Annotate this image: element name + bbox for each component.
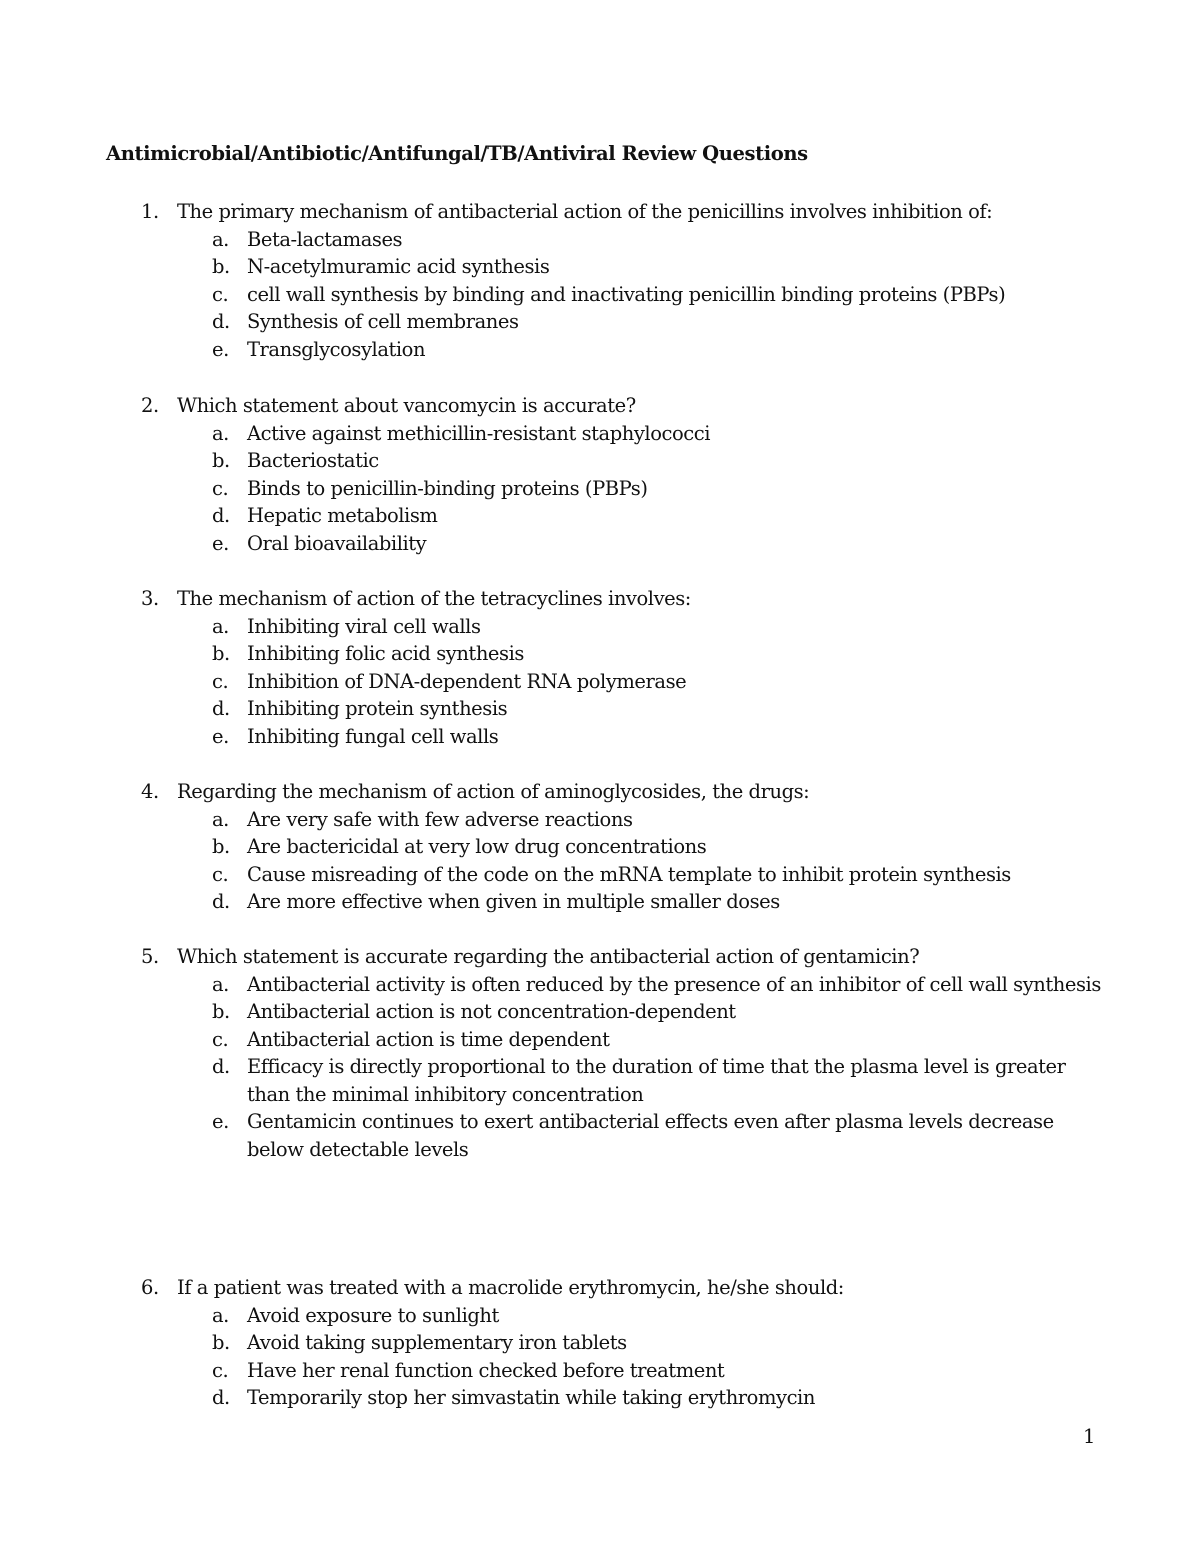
question-number: 2. (141, 394, 159, 417)
answer-option (0, 668, 1200, 696)
answer-option (0, 1053, 1200, 1108)
option-letter: a. (212, 227, 229, 251)
option-text: Temporarily stop her simvastatin while taking erythromycin (247, 1386, 815, 1409)
option-text: Efficacy is directly proportional to the duration of time that the plasma level is greater than the minimal inhibitory concentration (247, 1055, 1066, 1106)
option-text: Are very safe with few adverse reactions (247, 807, 633, 831)
answer-option (0, 1108, 1200, 1163)
question-number: 6. (141, 1276, 159, 1299)
answer-option (0, 336, 1200, 364)
option-text: Inhibition of DNA-dependent RNA polymerase (247, 669, 687, 693)
option-text: Avoid taking supplementary iron tablets (247, 1331, 627, 1354)
question-stem (0, 778, 1200, 806)
option-text: Inhibiting folic acid synthesis (247, 642, 524, 665)
question-stem (0, 1274, 1200, 1302)
option-letter: c. (212, 669, 229, 693)
answer-option (0, 281, 1200, 309)
option-text: Cause misreading of the code on the mRNA template to inhibit protein synthesis (247, 862, 1011, 886)
answer-option (0, 1384, 1200, 1412)
option-letter: d. (212, 504, 230, 527)
option-letter: a. (212, 807, 229, 831)
question-text: If a patient was treated with a macrolide erythromycin, he/she should: (177, 1276, 844, 1299)
option-text: Have her renal function checked before treatment (247, 1358, 725, 1382)
answer-option (0, 695, 1200, 723)
answer-option (0, 475, 1200, 503)
option-text: Antibacterial activity is often reduced by the presence of an inhibitor of cell wall synthesis (247, 972, 1101, 996)
option-text: Inhibiting fungal cell walls (247, 724, 499, 748)
answer-option (0, 502, 1200, 530)
answer-option (0, 1357, 1200, 1385)
answer-option (0, 420, 1200, 448)
option-text: Transglycosylation (247, 337, 426, 361)
option-text: Synthesis of cell membranes (247, 310, 519, 333)
answer-option (0, 640, 1200, 668)
option-letter: a. (212, 614, 229, 638)
answer-option (0, 613, 1200, 641)
question-text: Which statement is accurate regarding the antibacterial action of gentamicin? (177, 945, 920, 968)
question-6 (0, 1274, 1200, 1412)
question-text: Which statement about vancomycin is accurate? (177, 394, 636, 417)
answer-option (0, 226, 1200, 254)
question-number: 4. (141, 780, 159, 803)
option-letter: b. (212, 835, 230, 858)
option-letter: b. (212, 642, 230, 665)
question-stem (0, 392, 1200, 420)
answer-option (0, 530, 1200, 558)
option-letter: a. (212, 1303, 229, 1327)
option-letter: c. (212, 476, 229, 500)
question-number: 5. (141, 945, 159, 968)
option-text: Inhibiting protein synthesis (247, 697, 508, 720)
option-text: Are more effective when given in multiple smaller doses (247, 890, 780, 913)
answer-option (0, 253, 1200, 281)
question-stem (0, 198, 1200, 226)
option-text: Avoid exposure to sunlight (247, 1303, 499, 1327)
answer-option (0, 1026, 1200, 1054)
option-letter: d. (212, 310, 230, 333)
option-letter: c. (212, 1027, 229, 1051)
question-stem (0, 943, 1200, 971)
option-letter: a. (212, 421, 229, 445)
option-text: Beta-lactamases (247, 227, 403, 251)
answer-option (0, 723, 1200, 751)
option-text: Antibacterial action is time dependent (247, 1027, 610, 1051)
answer-option (0, 1329, 1200, 1357)
option-text: N-acetylmuramic acid synthesis (247, 255, 550, 278)
answer-option (0, 806, 1200, 834)
option-letter: e. (212, 531, 229, 555)
option-letter: d. (212, 697, 230, 720)
option-text: Hepatic metabolism (247, 504, 438, 527)
option-text: Oral bioavailability (247, 531, 427, 555)
answer-option (0, 888, 1200, 916)
answer-option (0, 447, 1200, 475)
option-letter: e. (212, 1110, 229, 1133)
answer-option (0, 998, 1200, 1026)
option-letter: c. (212, 282, 229, 306)
question-text: Regarding the mechanism of action of aminoglycosides, the drugs: (177, 780, 810, 803)
option-letter: a. (212, 972, 229, 996)
question-5 (0, 943, 1200, 1163)
option-text: Binds to penicillin-binding proteins (PBPs) (247, 476, 648, 500)
option-text: Gentamicin continues to exert antibacterial effects even after plasma levels decrease below detectable levels (247, 1110, 1054, 1161)
document-title: Antimicrobial/Antibiotic/Antifungal/TB/Antiviral Review Questions (106, 142, 808, 165)
question-2 (0, 392, 1200, 557)
option-letter: b. (212, 1331, 230, 1354)
option-letter: c. (212, 1358, 229, 1382)
question-number: 3. (141, 587, 159, 610)
question-4 (0, 778, 1200, 916)
question-text: The mechanism of action of the tetracyclines involves: (177, 587, 691, 610)
answer-option (0, 971, 1200, 999)
option-text: Active against methicillin-resistant staphylococci (247, 421, 710, 445)
option-letter: e. (212, 337, 229, 361)
answer-option (0, 1302, 1200, 1330)
option-text: cell wall synthesis by binding and inactivating penicillin binding proteins (PBPs) (247, 282, 1006, 306)
option-letter: d. (212, 890, 230, 913)
option-letter: e. (212, 724, 229, 748)
option-letter: b. (212, 1000, 230, 1023)
answer-option (0, 308, 1200, 336)
question-3 (0, 585, 1200, 750)
answer-option (0, 861, 1200, 889)
answer-option (0, 833, 1200, 861)
option-text: Bacteriostatic (247, 449, 379, 472)
page-number: 1 (1083, 1425, 1096, 1448)
question-text: The primary mechanism of antibacterial action of the penicillins involves inhibition of: (177, 200, 993, 223)
option-letter: d. (212, 1386, 230, 1409)
option-letter: b. (212, 255, 230, 278)
question-number: 1. (141, 200, 159, 223)
option-letter: b. (212, 449, 230, 472)
option-text: Antibacterial action is not concentration-dependent (247, 1000, 736, 1023)
option-text: Are bactericidal at very low drug concentrations (247, 835, 707, 858)
question-stem (0, 585, 1200, 613)
option-text: Inhibiting viral cell walls (247, 614, 481, 638)
option-letter: c. (212, 862, 229, 886)
option-letter: d. (212, 1055, 230, 1078)
question-1 (0, 198, 1200, 363)
